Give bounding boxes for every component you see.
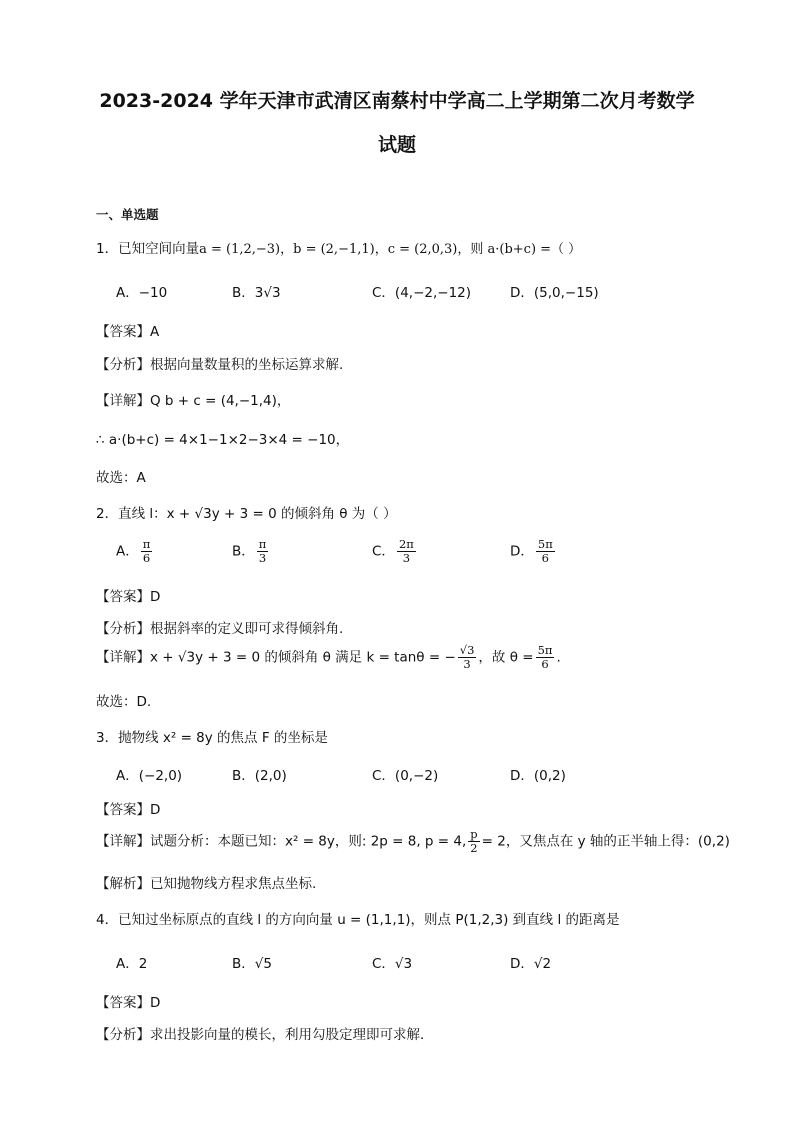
page-title-line1: 2023-2024 学年天津市武清区南蔡村中学高二上学期第二次月考数学 <box>99 90 695 112</box>
q2-option-a: A． $\frac{\pi}{6}$ <box>116 537 151 566</box>
q1-stem-text: 1．已知空间向量 <box>96 241 200 257</box>
q1-stem <box>96 237 581 257</box>
q2-stem: 2．直线 l：x + √3y + 3 = 0 的倾斜角 θ 为（ ） <box>96 506 397 522</box>
section-heading: 一、单选题 <box>96 207 159 222</box>
q2-choose: 故选：D. <box>96 694 152 710</box>
q4-stem: 4．已知过坐标原点的直线 l 的方向向量 u = (1,1,1)，则点 P(1,2,3) 到直线 l 的距离是 <box>96 912 620 928</box>
q1-detail-line1: 【详解】Q b + c = (4,−1,4)， <box>96 393 291 409</box>
q2-option-c: C． $\frac{2\pi}{3}$ <box>372 537 414 566</box>
q2-detail: 【详解】x + √3y + 3 = 0 的倾斜角 θ 满足 k = tanθ = − $\frac{√3}{3}$ ，故 θ = $\frac{5\pi}{6}$ . <box>96 643 561 672</box>
q2-option-d: D． $\frac{5\pi}{6}$ <box>510 537 553 566</box>
q1-choose: 故选：A <box>96 470 146 486</box>
q3-detail-fraction: $\frac{p}{2}$ <box>470 827 478 856</box>
page-title-line2: 试题 <box>377 134 416 156</box>
q1-option-b: B．3√3 <box>232 285 281 301</box>
q3-option-c: C．(0,−2) <box>372 768 439 784</box>
q1-analysis: 【分析】根据向量数量积的坐标运算求解. <box>96 357 344 373</box>
q1-detail-line2: ∴ a·(b+c) = 4×1−1×2−3×4 = −10， <box>96 432 350 448</box>
q2-option-d-fraction: $\frac{5\pi}{6}$ <box>537 537 553 566</box>
q4-answer: 【答案】D <box>96 995 161 1011</box>
q1-answer: 【答案】A <box>96 324 160 340</box>
q3-stem: 3．抛物线 x² = 8y 的焦点 F 的坐标是 <box>96 730 328 746</box>
q4-option-c: C．√3 <box>372 956 413 972</box>
q3-answer: 【答案】D <box>96 802 161 818</box>
q2-option-c-fraction: $\frac{2\pi}{3}$ <box>398 537 414 566</box>
q1-option-a: A．−10 <box>116 285 168 301</box>
q2-answer: 【答案】D <box>96 589 161 605</box>
q3-option-b: B．(2,0) <box>232 768 287 784</box>
q3-option-d: D．(0,2) <box>510 768 566 784</box>
q1-option-d: D．(5,0,−15) <box>510 285 599 301</box>
q2-option-b-fraction: $\frac{\pi}{3}$ <box>258 537 267 566</box>
q3-option-a: A．(−2,0) <box>116 768 183 784</box>
q4-option-b: B．√5 <box>232 956 272 972</box>
q4-option-a: A．2 <box>116 956 148 972</box>
q2-analysis: 【分析】根据斜率的定义即可求得倾斜角. <box>96 621 344 637</box>
q3-detail: 【详解】试题分析：本题已知：x² = 8y，则: 2p = 8, p = 4, $\frac{p}{2}$ = 2，又焦点在 y 轴的正半轴上得：(0,2) <box>96 827 730 856</box>
q3-explain: 【解析】已知抛物线方程求焦点坐标. <box>96 876 317 892</box>
q4-option-d: D．√2 <box>510 956 552 972</box>
q1-option-c: C．(4,−2,−12) <box>372 285 472 301</box>
q2-option-b: B． $\frac{\pi}{3}$ <box>232 537 267 566</box>
q2-option-a-fraction: $\frac{\pi}{6}$ <box>142 537 151 566</box>
q1-stem-math: a = (1,2,−3)，b = (2,−1,1)，c = (2,0,3)，则 a·(b+c) =（ ） <box>199 242 582 257</box>
q2-detail-fraction-1: $\frac{√3}{3}$ <box>459 643 475 672</box>
q2-detail-fraction-2: $\frac{5\pi}{6}$ <box>537 643 553 672</box>
q4-analysis: 【分析】求出投影向量的模长，利用勾股定理即可求解. <box>96 1027 425 1043</box>
